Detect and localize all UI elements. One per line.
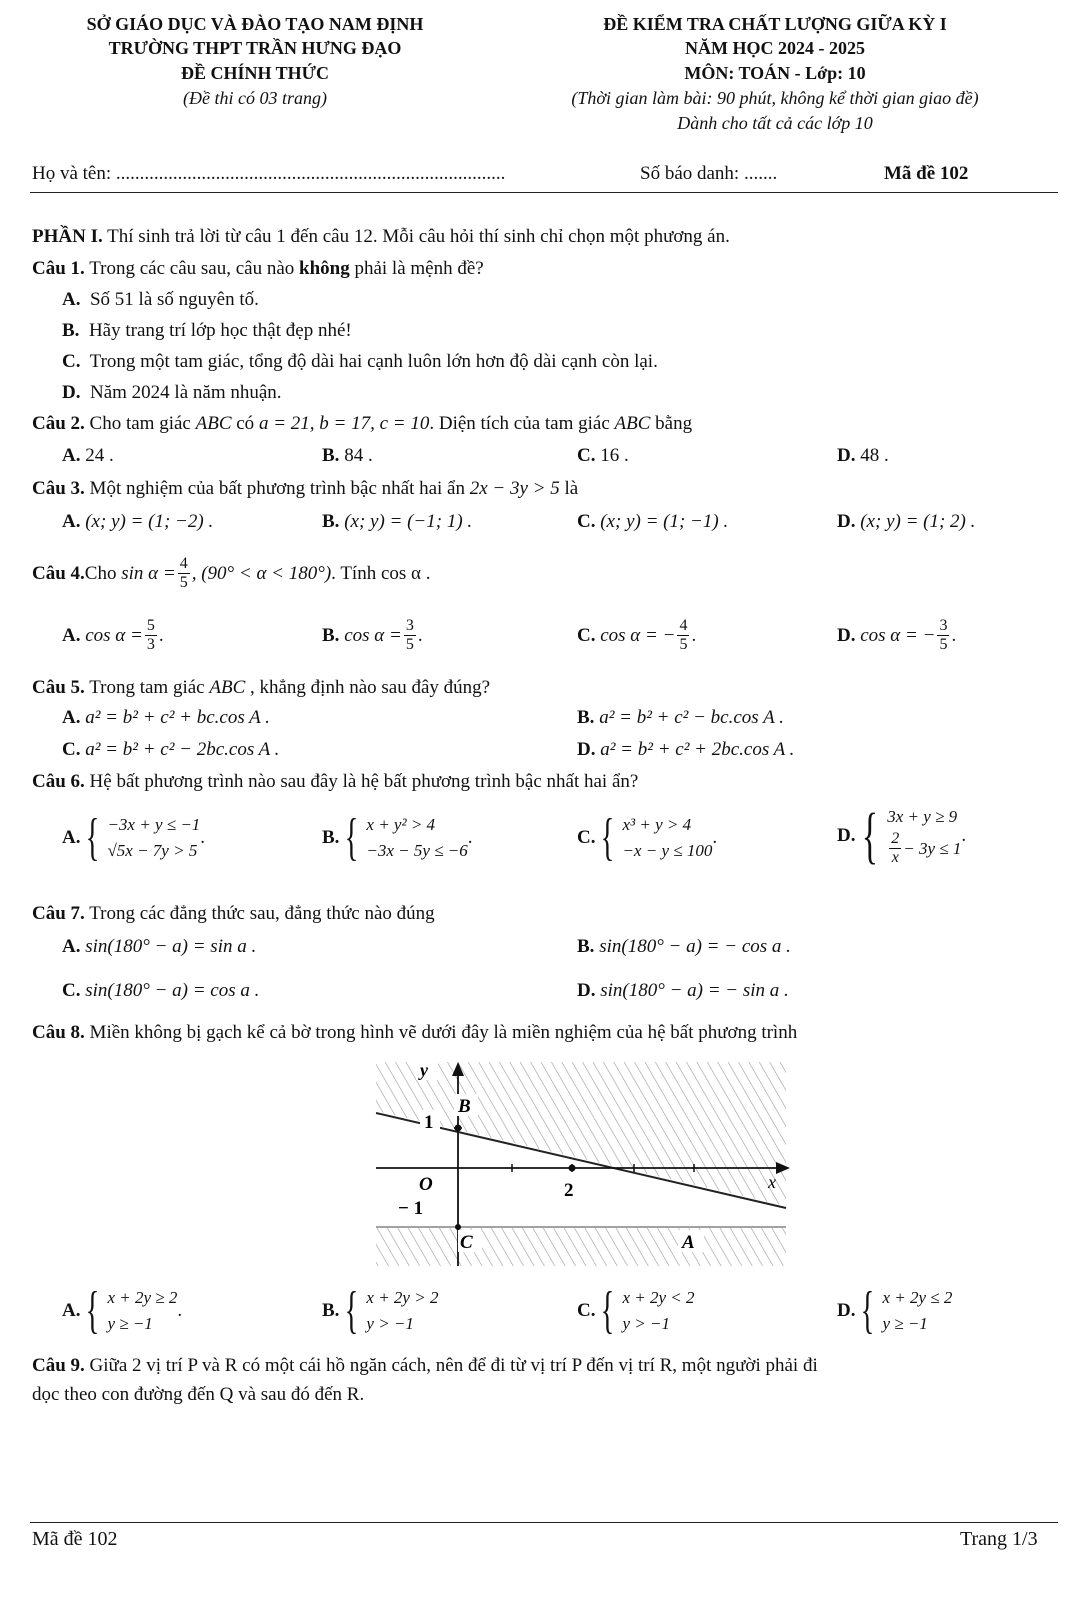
option-letter: A. xyxy=(62,445,81,466)
system-brace: { x + y² > 4 −3x − 5y ≤ −6 xyxy=(345,809,468,866)
inequality-2: √5x − 7y > 5 xyxy=(107,841,198,860)
numerator: 5 xyxy=(146,617,155,634)
option-letter: A. xyxy=(62,511,81,532)
q2-option-d[interactable] xyxy=(837,445,889,467)
label-y: y xyxy=(420,1060,428,1080)
question-6 xyxy=(32,771,638,793)
q4-sin: sin α = xyxy=(121,562,176,584)
inequality-2 xyxy=(887,830,961,867)
option-letter: C. xyxy=(62,739,81,760)
q3-text: Một nghiệm của bất phương trình bậc nhất hai ẩn xyxy=(84,478,470,499)
q6-option-d[interactable]: D. { 3x + y ≥ 9 $\frac{2}{x}$ − 3y ≤ 1 . xyxy=(837,801,967,870)
q2-option-b[interactable] xyxy=(322,445,373,467)
exam-code: Mã đề 102 xyxy=(884,163,969,184)
option-text: (x; y) = (1; −2) . xyxy=(85,511,214,532)
option-letter: B. xyxy=(322,624,340,646)
part1-title: PHẦN I. xyxy=(32,226,103,247)
option-letter: A. xyxy=(62,827,81,848)
option-text: sin(180° − a) = sin a . xyxy=(85,936,257,957)
option-letter: D. xyxy=(577,739,596,760)
q5-option-d[interactable] xyxy=(577,739,794,761)
name-dots: .................................................................................. xyxy=(115,163,506,184)
question-4 xyxy=(32,555,431,592)
option-text: Số 51 là số nguyên tố. xyxy=(89,289,259,310)
option-text: Trong một tam giác, tổng độ dài hai cạnh luôn lớn hơn độ dài cạnh còn lại. xyxy=(89,351,658,372)
question-2 xyxy=(32,413,692,435)
q4-text: Cho xyxy=(84,562,117,584)
inequality-1: x + 2y > 2 xyxy=(366,1288,439,1307)
option-text: cos α = − xyxy=(600,624,676,646)
q1-option-d[interactable] xyxy=(62,382,282,404)
option-letter: A. xyxy=(62,936,81,957)
inequality-2: −3x − 5y ≤ −6 xyxy=(366,841,468,860)
q9-label: Câu 9. xyxy=(32,1355,85,1376)
label-one: 1 xyxy=(424,1112,434,1133)
q1-option-c[interactable] xyxy=(62,351,658,373)
label-a: A xyxy=(682,1232,695,1253)
option-text: a² = b² + c² + 2bc.cos A . xyxy=(600,739,795,760)
option-letter: B. xyxy=(322,511,340,532)
q4-fraction xyxy=(178,555,190,592)
option-text: a² = b² + c² − 2bc.cos A . xyxy=(85,739,280,760)
label-origin: O xyxy=(419,1174,433,1195)
option-letter: B. xyxy=(577,707,595,728)
footer-exam-code: Mã đề 102 xyxy=(32,1528,118,1550)
label-neg-one: − 1 xyxy=(398,1198,424,1219)
q4-condition: , (90° < α < 180°) xyxy=(191,562,332,584)
hatched-region-lower xyxy=(376,1228,786,1268)
inequality-2: y ≥ −1 xyxy=(882,1314,928,1333)
q2-triangle: ABC xyxy=(195,413,232,434)
point-b xyxy=(455,1125,462,1132)
option-text: Năm 2024 là năm nhuận. xyxy=(89,382,282,403)
q6-label: Câu 6. xyxy=(32,771,85,792)
q4-option-c[interactable]: C. cos α = − $\frac{4}{5}$ . xyxy=(577,617,697,653)
option-text: 84 . xyxy=(344,445,373,466)
q6-text: Hệ bất phương trình nào sau đây là hệ bất phương trình bậc nhất hai ẩn? xyxy=(84,771,639,792)
q2-text-c: . Diện tích của tam giác xyxy=(429,413,615,434)
q7-text: Trong các đẳng thức sau, đẳng thức nào đúng xyxy=(84,903,435,924)
option-text: 48 . xyxy=(860,445,889,466)
q3-math: 2x − 3y > 5 xyxy=(469,478,560,499)
numerator: 3 xyxy=(939,617,948,634)
option-letter: B. xyxy=(62,320,80,341)
option-text: (x; y) = (−1; 1) . xyxy=(344,511,473,532)
q4-text-end: . Tính cos α . xyxy=(331,562,431,584)
q3-option-b[interactable] xyxy=(322,511,472,533)
system-brace: { −3x + y ≤ −1 √5x − 7y > 5 xyxy=(86,809,201,866)
inequality-1: −3x + y ≤ −1 xyxy=(107,815,201,834)
label-two: 2 xyxy=(564,1180,574,1201)
point-on-axis xyxy=(569,1165,576,1172)
student-name-line xyxy=(32,163,505,185)
denominator: 3 xyxy=(146,636,155,653)
inequality-2: −x − y ≤ 100 xyxy=(622,841,713,860)
q3-option-a[interactable] xyxy=(62,511,213,533)
q2-text-d: bằng xyxy=(650,413,693,434)
option-text: 24 . xyxy=(85,445,114,466)
numerator: 4 xyxy=(179,555,188,572)
inequality-1: x + y² > 4 xyxy=(366,815,436,834)
inequality-1: 3x + y ≥ 9 xyxy=(887,807,958,826)
school-name: TRƯỜNG THPT TRẦN HƯNG ĐẠO xyxy=(108,38,402,58)
q4-option-d[interactable]: D. cos α = − $\frac{3}{5}$ . xyxy=(837,617,957,653)
option-text: sin(180° − a) = − sin a . xyxy=(600,980,789,1001)
option-text: a² = b² + c² + bc.cos A . xyxy=(85,707,270,728)
q8-label: Câu 8. xyxy=(32,1022,85,1043)
option-text: a² = b² + c² − bc.cos A . xyxy=(599,707,784,728)
q1-emphasis: không xyxy=(299,258,350,279)
q2-math: a = 21, b = 17, c = 10 xyxy=(258,413,430,434)
official-label: ĐỀ CHÍNH THỨC xyxy=(180,63,330,83)
q1-option-b[interactable] xyxy=(62,320,352,342)
option-letter: A. xyxy=(62,624,81,646)
label-c: C xyxy=(460,1232,473,1253)
option-letter: D. xyxy=(837,445,856,466)
option-letter: C. xyxy=(577,445,596,466)
q8-option-c[interactable] xyxy=(577,1282,695,1339)
q2-text: Cho tam giác xyxy=(84,413,196,434)
q7-option-a[interactable] xyxy=(62,936,256,958)
option-letter: D. xyxy=(577,980,596,1001)
question-8 xyxy=(32,1022,797,1044)
system-brace: { x + 2y ≥ 2 y ≥ −1 xyxy=(86,1282,178,1339)
option-text: Hãy trang trí lớp học thật đẹp nhé! xyxy=(88,320,352,341)
inequality-1: x³ + y > 4 xyxy=(622,815,692,834)
option-letter: A. xyxy=(62,289,81,310)
option-letter: C. xyxy=(577,624,596,646)
q6-option-c[interactable]: C. { x³ + y > 4 −x − y ≤ 100 . xyxy=(577,809,718,866)
inequality-1: x + 2y ≥ 2 xyxy=(107,1288,178,1307)
q3-option-c[interactable] xyxy=(577,511,728,533)
q7-option-c[interactable] xyxy=(62,980,259,1002)
option-letter: B. xyxy=(322,1300,340,1321)
option-letter: C. xyxy=(62,980,81,1001)
q5-option-c[interactable] xyxy=(62,739,279,761)
option-letter: B. xyxy=(322,827,340,848)
inequality-2: y > −1 xyxy=(622,1314,670,1333)
option-letter: B. xyxy=(577,936,595,957)
option-text: cos α = xyxy=(344,624,402,646)
question-3 xyxy=(32,478,578,500)
q7-label: Câu 7. xyxy=(32,903,85,924)
option-letter: D. xyxy=(837,511,856,532)
option-text: sin(180° − a) = − cos a . xyxy=(599,936,791,957)
option-letter: D. xyxy=(62,382,81,403)
option-fraction xyxy=(404,617,416,654)
inequality-2: y > −1 xyxy=(366,1314,414,1333)
option-fraction xyxy=(677,617,689,654)
option-letter: A. xyxy=(62,1300,81,1321)
question-5 xyxy=(32,677,490,699)
option-text: sin(180° − a) = cos a . xyxy=(85,980,260,1001)
q5-triangle: ABC xyxy=(209,677,246,698)
q8-text: Miền không bị gạch kể cả bờ trong hình vẽ dưới đây là miền nghiệm của hệ bất phương trình xyxy=(84,1022,798,1043)
option-letter: C. xyxy=(577,511,596,532)
q8-graph-figure xyxy=(372,1058,802,1274)
denominator: 5 xyxy=(179,574,188,591)
inequality-rest: − 3y ≤ 1 xyxy=(903,838,962,858)
q5-text: Trong tam giác xyxy=(84,677,210,698)
q6-option-b[interactable]: B. { x + y² > 4 −3x − 5y ≤ −6 . xyxy=(322,809,473,866)
q1-text: Trong các câu sau, câu nào xyxy=(84,258,300,279)
q6-option-a[interactable]: A. { −3x + y ≤ −1 √5x − 7y > 5 . xyxy=(62,809,206,866)
option-fraction xyxy=(145,617,157,654)
q2-triangle-2: ABC xyxy=(614,413,651,434)
q2-label: Câu 2. xyxy=(32,413,85,434)
q7-option-d[interactable] xyxy=(577,980,789,1002)
q8-option-a[interactable]: A. { x + 2y ≥ 2 y ≥ −1 . xyxy=(62,1282,183,1339)
q5-text-b: , khẳng định nào sau đây đúng? xyxy=(245,677,491,698)
system-brace: { x + 2y ≤ 2 y ≥ −1 xyxy=(861,1282,953,1339)
option-fraction xyxy=(937,617,949,654)
school-year: NĂM HỌC 2024 - 2025 xyxy=(685,38,865,58)
system-brace: { 3x + y ≥ 9 $\frac{2}{x}$ − 3y ≤ 1 xyxy=(862,801,962,870)
label-b: B xyxy=(458,1096,471,1117)
q5-option-a[interactable] xyxy=(62,707,270,729)
q2-option-c[interactable] xyxy=(577,445,629,467)
department-name: SỞ GIÁO DỤC VÀ ĐÀO TẠO NAM ĐỊNH xyxy=(86,14,424,34)
option-text: cos α = xyxy=(85,624,143,646)
numerator: 4 xyxy=(679,617,688,634)
point-c xyxy=(455,1224,461,1230)
q1-text-end: phải là mệnh đề? xyxy=(349,258,484,279)
time-note: (Thời gian làm bài: 90 phút, không kể thời gian giao đề) xyxy=(571,88,979,108)
numerator: 3 xyxy=(405,617,414,634)
option-letter: B. xyxy=(322,445,340,466)
q9-text-line2: dọc theo con đường đến Q và sau đó đến R. xyxy=(32,1384,365,1405)
q2-text-b: có xyxy=(231,413,259,434)
q8-option-d[interactable] xyxy=(837,1282,953,1339)
footer-divider xyxy=(30,1522,1058,1523)
part1-text: Thí sinh trả lời từ câu 1 đến câu 12. Mỗi câu hỏi thí sinh chỉ chọn một phương án. xyxy=(102,226,730,247)
option-text: (x; y) = (1; 2) . xyxy=(860,511,976,532)
part1-instruction xyxy=(32,226,730,248)
option-letter: D. xyxy=(837,824,856,846)
numerator: 2 xyxy=(891,830,900,847)
option-text: cos α = − xyxy=(860,624,936,646)
q7-option-b[interactable] xyxy=(577,936,791,958)
q4-option-b[interactable]: B. cos α = $\frac{3}{5}$ . xyxy=(322,617,423,653)
label-x: x xyxy=(768,1172,776,1192)
name-label: Họ và tên: xyxy=(32,163,116,184)
fraction xyxy=(889,830,901,867)
option-letter: C. xyxy=(577,1300,596,1321)
question-1 xyxy=(32,258,484,280)
denominator: 5 xyxy=(679,636,688,653)
denominator: x xyxy=(891,849,899,866)
option-letter: C. xyxy=(62,351,81,372)
q9-text: Giữa 2 vị trí P và R có một cái hồ ngăn cách, nên để đi từ vị trí P đến vị trí R, một người phải đi xyxy=(84,1355,818,1376)
q3-text-end: là xyxy=(559,478,579,499)
system-brace: { x + 2y > 2 y > −1 xyxy=(345,1282,439,1339)
inequality-2: y ≥ −1 xyxy=(107,1314,153,1333)
option-text: (x; y) = (1; −1) . xyxy=(600,511,729,532)
q1-label: Câu 1. xyxy=(32,258,85,279)
q4-option-a[interactable]: A. cos α = $\frac{5}{3}$ . xyxy=(62,617,164,653)
option-letter: D. xyxy=(837,624,856,646)
subject-line: MÔN: TOÁN - Lớp: 10 xyxy=(684,63,866,83)
page-count-note: (Đề thi có 03 trang) xyxy=(183,88,327,108)
q8-option-b[interactable] xyxy=(322,1282,439,1339)
q5-label: Câu 5. xyxy=(32,677,85,698)
header-divider xyxy=(30,192,1058,193)
exam-title: ĐỀ KIỂM TRA CHẤT LƯỢNG GIỮA KỲ I xyxy=(603,14,947,34)
inequality-1: x + 2y < 2 xyxy=(622,1288,695,1307)
q1-option-a[interactable] xyxy=(62,289,259,311)
system-brace: { x + 2y < 2 y > −1 xyxy=(601,1282,695,1339)
q3-label: Câu 3. xyxy=(32,478,85,499)
denominator: 5 xyxy=(405,636,414,653)
q4-label: Câu 4. xyxy=(32,562,85,584)
q2-option-a[interactable] xyxy=(62,445,114,467)
footer-page-number: Trang 1/3 xyxy=(960,1528,1038,1550)
question-9 xyxy=(32,1355,818,1377)
system-brace: { x³ + y > 4 −x − y ≤ 100 xyxy=(601,809,713,866)
sbd-label: Số báo danh: ....... xyxy=(640,163,778,184)
q3-option-d[interactable] xyxy=(837,511,975,533)
option-text: 16 . xyxy=(600,445,629,466)
denominator: 5 xyxy=(939,636,948,653)
option-letter: A. xyxy=(62,707,81,728)
inequality-1: x + 2y ≤ 2 xyxy=(882,1288,953,1307)
option-letter: D. xyxy=(837,1300,856,1321)
option-letter: C. xyxy=(577,827,596,848)
audience-note: Dành cho tất cả các lớp 10 xyxy=(677,113,873,133)
question-7 xyxy=(32,903,435,925)
q5-option-b[interactable] xyxy=(577,707,784,729)
